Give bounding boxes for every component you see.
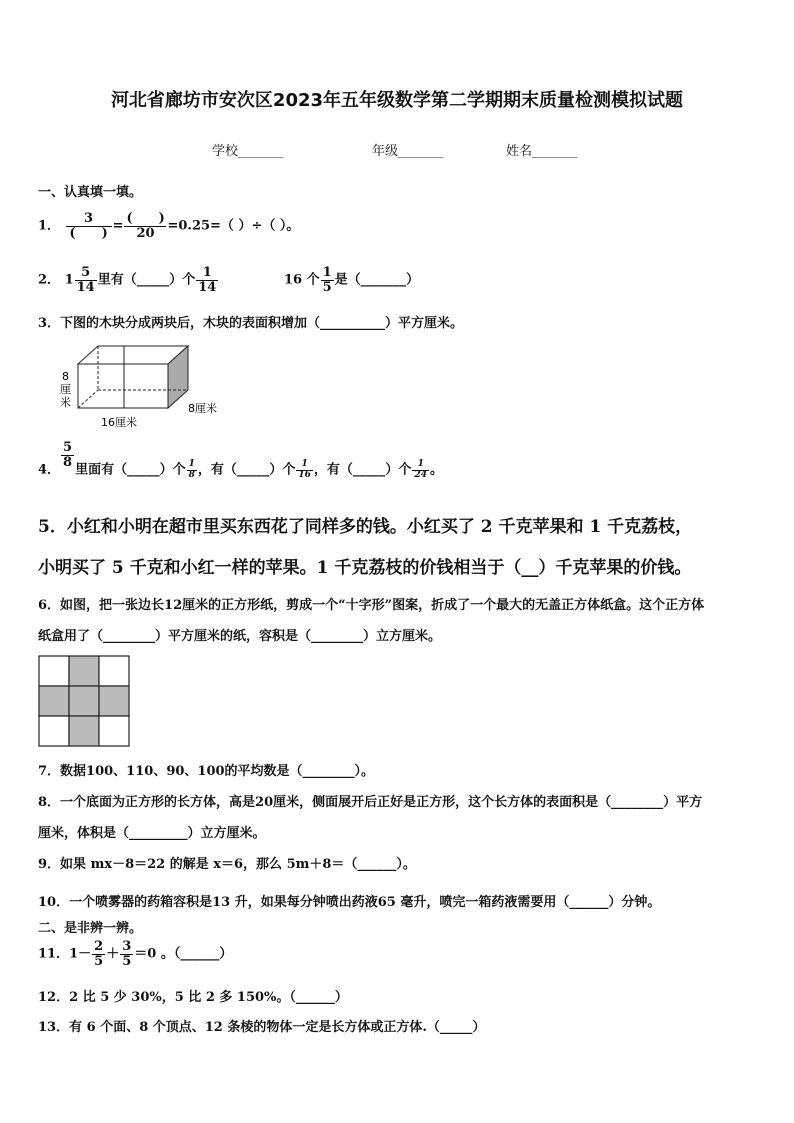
- name-field: 姓名_______: [506, 144, 578, 159]
- question-1: 1． $\frac{3}{( )}$ = $\frac{( )}{20}$ =0.25=（ ）÷（ ）。: [38, 211, 300, 241]
- page-title: 河北省廊坊市安次区2023年五年级数学第二学期期末质量检测模拟试题: [110, 90, 684, 111]
- question-5-line-1: 5．小红和小明在超市里买东西花了同样多的钱。小红买了 2 千克苹果和 1 千克荔枝，: [38, 517, 693, 537]
- question-9: 9．如果 mx－8＝22 的解是 x＝6，那么 5m＋8＝（______）。: [38, 857, 416, 872]
- question-11: 11．1－ $\frac{2}{5}$ ＋ $\frac{3}{5}$ ＝0 。（______）: [38, 939, 233, 969]
- question-12: 12．2 比 5 少 30%，5 比 2 多 150%。（______）: [38, 990, 348, 1005]
- height-label-2: 厘: [60, 383, 71, 396]
- question-6-line-1: 6．如图，把一张边长12厘米的正方形纸，剪成一个“十字形”图案，折成了一个最大的无盖正方体纸盒。这个正方体: [38, 598, 705, 613]
- grade-field: 年级_______: [372, 144, 444, 159]
- question-8-line-1: 8．一个底面为正方形的长方体，高是20厘米，侧面展开后正好是正方形，这个长方体的表面积是（________）平方: [38, 795, 703, 810]
- question-7: 7．数据100、110、90、100的平均数是（________）。: [38, 764, 375, 779]
- width-label: 8厘米: [188, 402, 217, 415]
- question-8-line-2: 厘米，体积是（_________）立方厘米。: [38, 826, 266, 841]
- height-label: 8: [62, 370, 69, 383]
- section-heading-2: 二、是非辨一辨。: [38, 921, 143, 936]
- section-heading-1: 一、认真填一填。: [38, 185, 143, 200]
- height-label-3: 米: [60, 396, 71, 409]
- question-3: 3．下图的木块分成两块后，木块的表面积增加（__________）平方厘米。: [38, 316, 464, 331]
- question-2: 2． 1 $\frac{5}{14}$ 里有（_____）个 $\frac{1}{14}$: [38, 265, 217, 295]
- question-2-part-b: 16 个 $\frac{1}{5}$ 是（_______）: [284, 265, 420, 295]
- question-6-line-2: 纸盒用了（________）平方厘米的纸，容积是（________）立方厘米。: [38, 629, 442, 644]
- cross-grid-figure: [38, 655, 130, 747]
- question-5-line-2: 小明买了 5 千克和小红一样的苹果。1 千克荔枝的价钱相当于（__）千克苹果的价钱。: [38, 558, 692, 578]
- school-field: 学校_______: [212, 144, 284, 159]
- question-13: 13．有 6 个面、8 个顶点、12 条棱的物体一定是长方体或正方体.（_____）: [38, 1020, 486, 1035]
- question-4: 4． $\frac{5}{8}$ 里面有（_____）个 $\frac{1}{8}$ ，有（_____）个 $\frac{1}{16}$ ，有（_____）个 $\frac{1}{24}$ 。: [38, 440, 443, 480]
- cuboid-figure: [56, 340, 226, 432]
- length-label: 16厘米: [101, 416, 137, 429]
- question-10: 10．一个喷雾器的药箱容积是13 升，如果每分钟喷出药液65 毫升，喷完一箱药液需要用（______）分钟。: [38, 895, 661, 910]
